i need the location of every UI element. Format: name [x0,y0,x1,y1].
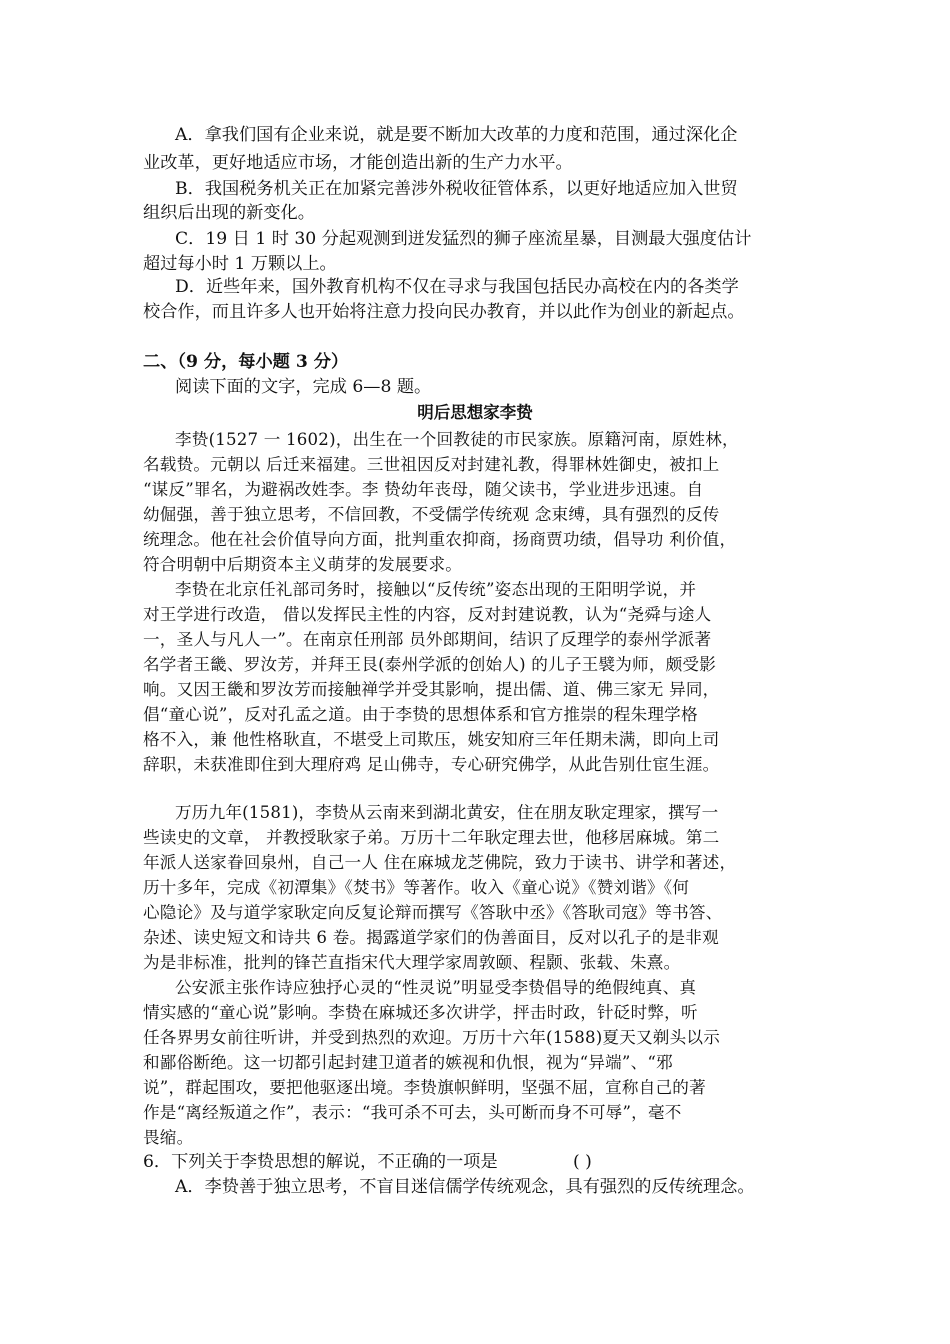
question-6-stem: 6．下列关于李贽思想的解说，不正确的一项是 [143,1152,498,1172]
option-c-line2: 超过每小时 1 万颗以上。 [143,254,337,274]
passage-p4-line: 说”，群起围攻，要把他驱逐出境。李贽旗帜鲜明，坚强不屈，宣称自己的著 [143,1078,706,1097]
passage-p1-line: “谋反”罪名，为避祸改姓李。李 贽幼年丧母，随父读书，学业进步迅速。自 [143,480,704,499]
passage-p2-line: 倡“童心说”，反对孔孟之道。由于李贽的思想体系和官方推崇的程朱理学格 [143,705,698,724]
passage-p1-line: 幼倔强，善于独立思考，不信回教，不受儒学传统观 念束缚，具有强烈的反传 [143,505,720,524]
section-instruction: 阅读下面的文字，完成 6—8 题。 [175,377,432,397]
passage-p3-line: 万历九年(1581)，李贽从云南来到湖北黄安，住在朋友耿定理家，撰写一 [175,803,719,822]
passage-title: 明后思想家李贽 [417,403,533,422]
question-6-option-a: A．李贽善于独立思考，不盲目迷信儒学传统观念，具有强烈的反传统理念。 [175,1177,755,1197]
passage-p1-line: 名载贽。元朝以 后迁来福建。三世祖因反对封建礼教，得罪林姓御史，被扣上 [143,455,720,474]
passage-p3-line: 心隐论》及与道学家耿定向反复论辩而撰写《答耿中丞》《答耿司寇》等书答、 [143,903,723,922]
answer-bracket: ( ) [573,1152,592,1172]
passage-p3-line: 年派人送家眷回泉州，自己一人 住在麻城龙芝佛院，致力于读书、讲学和著述， [143,853,737,872]
passage-p1-line: 符合明朝中后期资本主义萌芽的发展要求。 [143,555,463,574]
passage-p4-line: 公安派主张作诗应独抒心灵的“性灵说”明显受李贽倡导的绝假纯真、真 [175,978,697,997]
passage-p4-line: 畏缩。 [143,1128,194,1147]
passage-p2-line: 名学者王畿、罗汝芳，并拜王艮(泰州学派的创始人) 的儿子王襞为师，颇受影 [143,655,717,674]
option-d-line1: D．近些年来，国外教育机构不仅在寻求与我国包括民办高校在内的各类学 [175,277,739,297]
passage-p4-line: 作是“离经叛道之作”，表示：“我可杀不可去，头可断而身不可辱”，毫不 [143,1103,682,1122]
passage-p2-line: 格不入，兼 他性格耿直，不堪受上司欺压，姚安知府三年任期未满，即向上司 [143,730,720,749]
passage-p1-line: 统理念。他在社会价值导向方面，批判重农抑商，扬商贾功绩，倡导功 利价值， [143,530,737,549]
passage-p2-line: 对王学进行改造， 借以发挥民主性的内容，反对封建说教，认为“尧舜与途人 [143,605,712,624]
passage-p4-line: 和鄙俗断绝。这一切都引起封建卫道者的嫉视和仇恨，视为“异端”、“邪 [143,1053,673,1072]
option-c-line1: C．19 日 1 时 30 分起观测到迸发猛烈的狮子座流星暴，目测最大强度估计 [175,229,752,249]
passage-p2-line: 一，圣人与凡人一”。在南京任刑部 员外郎期间，结识了反理学的泰州学派著 [143,630,712,649]
passage-p3-line: 为是非标准，批判的锋芒直指宋代大理学家周敦颐、程颢、张载、朱熹。 [143,953,681,972]
passage-p1-line: 李贽(1527 一 1602)，出生在一个回教徒的市民家族。原籍河南，原姓林， [175,430,739,449]
passage-p2-line: 辞职，未获准即住到大理府鸡 足山佛寺，专心研究佛学，从此告别仕宦生涯。 [143,755,720,774]
passage-p3-line: 历十多年，完成《初潭集》《焚书》等著作。收入《童心说》《赞刘谐》《何 [143,878,690,897]
option-b-line2: 组织后出现的新变化。 [143,203,315,223]
passage-p2-line: 李贽在北京任礼部司务时，接触以“反传统”姿态出现的王阳明学说，并 [175,580,697,599]
passage-p4-line: 情实感的“童心说”影响。李贽在麻城还多次讲学，抨击时政，针砭时弊，听 [143,1003,698,1022]
section-heading: 二、（9 分，每小题 3 分） [143,352,349,372]
option-b-line1: B．我国税务机关正在加紧完善涉外税收征管体系，以更好地适应加入世贸 [175,179,738,199]
passage-p4-line: 任各界男女前往听讲，并受到热烈的欢迎。万历十六年(1588)夏天又剃头以示 [143,1028,720,1047]
passage-p3-line: 些读史的文章， 并教授耿家子弟。万历十二年耿定理去世，他移居麻城。第二 [143,828,720,847]
option-d-line2: 校合作，而且许多人也开始将注意力投向民办教育，并以此作为创业的新起点。 [143,302,745,322]
passage-p2-line: 响。又因王畿和罗汝芳而接触禅学并受其影响，提出儒、道、佛三家无 异同， [143,680,720,699]
passage-p3-line: 杂述、读史短文和诗共 6 卷。揭露道学家们的伪善面目，反对以孔子的是非观 [143,928,719,947]
option-a-line2: 业改革，更好地适应市场，才能创造出新的生产力水平。 [143,153,573,173]
option-a-line1: A．拿我们国有企业来说，就是要不断加大改革的力度和范围，通过深化企 [175,125,738,145]
